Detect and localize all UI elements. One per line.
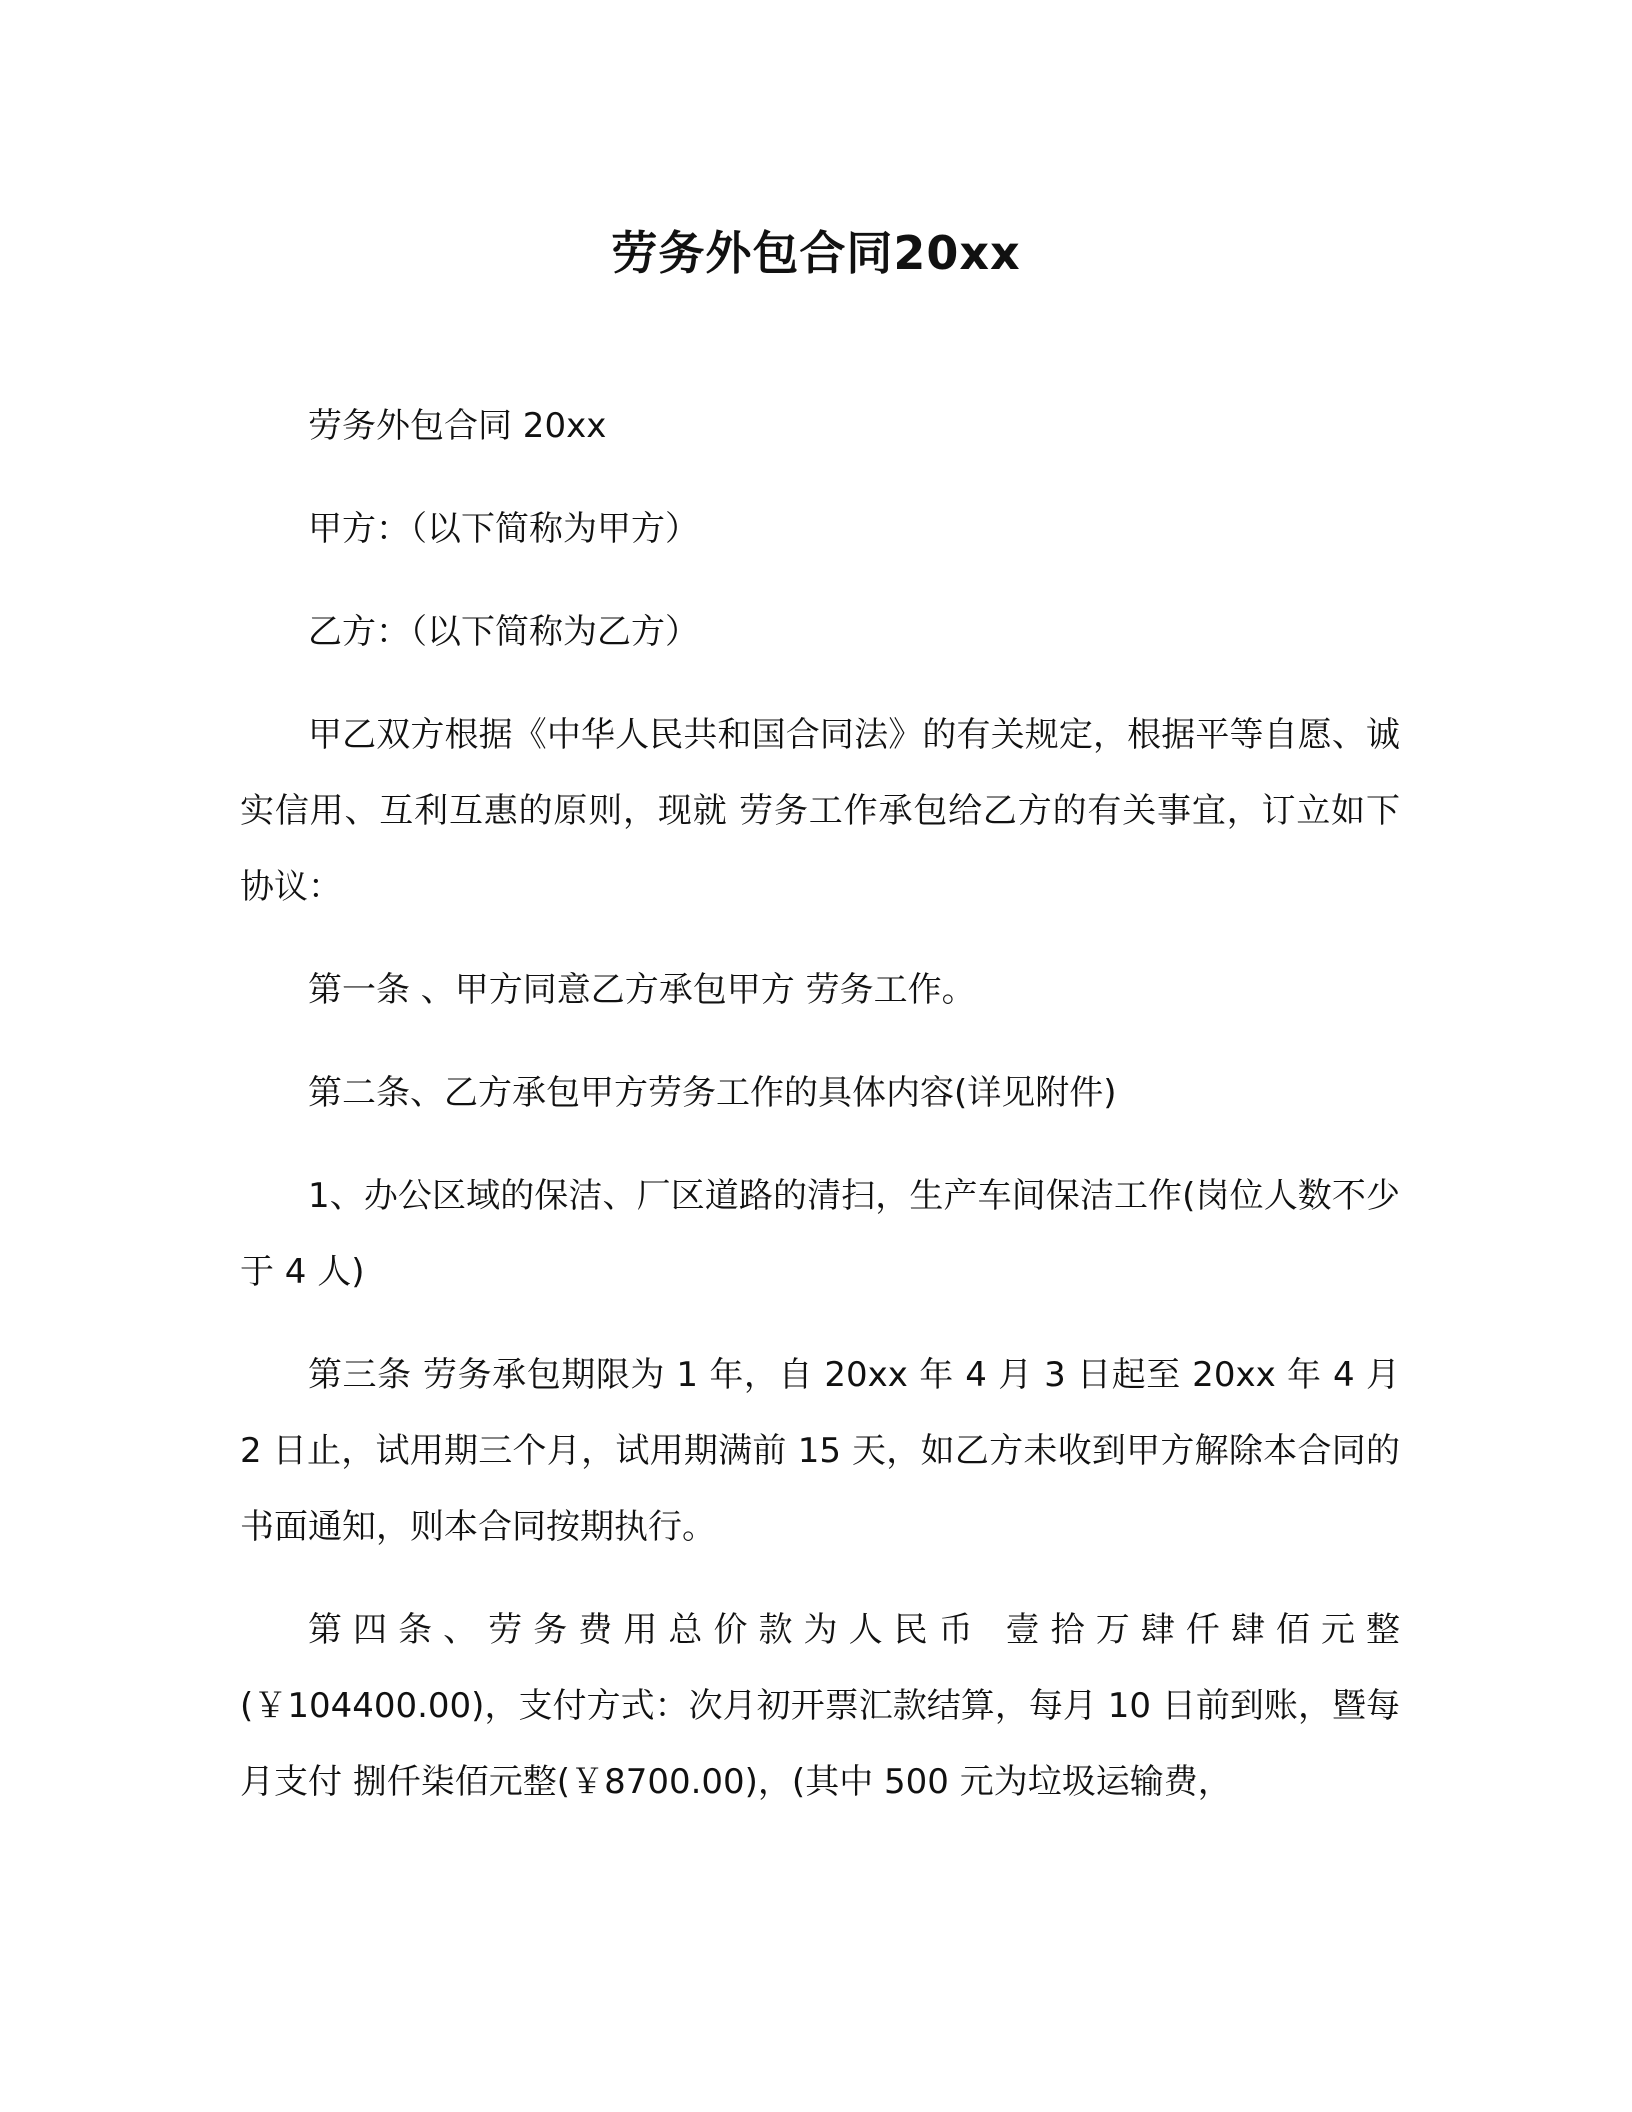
- paragraph-preamble: 甲乙双方根据《中华人民共和国合同法》的有关规定，根据平等自愿、诚实信用、互利互惠的原则，现就 劳务工作承包给乙方的有关事宜，订立如下协议：: [240, 715, 1400, 907]
- paragraph-article-1: 第一条 、甲方同意乙方承包甲方 劳务工作。: [308, 970, 976, 1010]
- paragraph-article-2: 第二条、乙方承包甲方劳务工作的具体内容(详见附件): [308, 1073, 1117, 1113]
- paragraph-article-4: 第四条、劳务费用总价款为人民币 壹拾万肆仟肆佰元整(￥104400.00)，支付方式：次月初开票汇款结算，每月 10 日前到账，暨每月支付 捌仟柒佰元整(￥8700.00)，(其中 500 元为垃圾运输费，: [240, 1610, 1400, 1802]
- paragraph-party-a: 甲方：（以下简称为甲方）: [308, 509, 699, 549]
- paragraph-heading: 劳务外包合同 20xx: [308, 406, 607, 446]
- paragraph-item-1: 1、办公区域的保洁、厂区道路的清扫，生产车间保洁工作(岗位人数不少于 4 人): [240, 1176, 1400, 1292]
- paragraph-article-3: 第三条 劳务承包期限为 1 年，自 20xx 年 4 月 3 日起至 20xx 年 4 月 2 日止，试用期三个月，试用期满前 15 天，如乙方未收到甲方解除本合同的书面通知，则本合同按期执行。: [240, 1355, 1400, 1547]
- document-body: [240, 388, 1400, 1847]
- document-title: 劳务外包合同20xx: [611, 226, 1021, 280]
- paragraph-party-b: 乙方：（以下简称为乙方）: [308, 612, 699, 652]
